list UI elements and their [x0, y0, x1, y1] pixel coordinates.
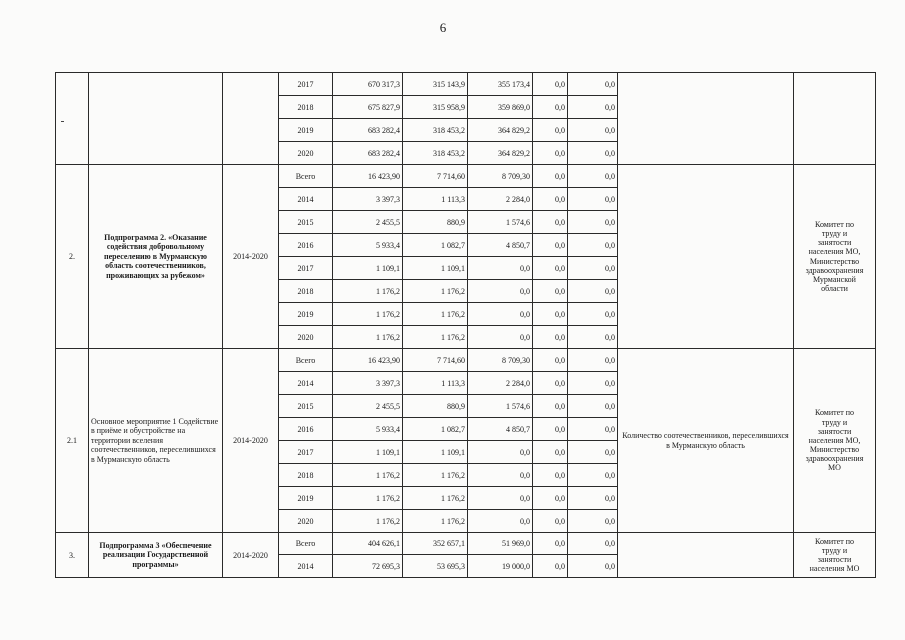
program-name-cell — [89, 349, 223, 533]
federal-cell: 318 453,2 — [403, 142, 468, 165]
regional-cell: 51 969,0 — [468, 533, 533, 555]
federal-cell: 1 082,7 — [403, 418, 468, 441]
federal-cell: 352 657,1 — [403, 533, 468, 555]
federal-cell: 1 109,1 — [403, 441, 468, 464]
federal-cell: 1 113,3 — [403, 372, 468, 395]
federal-cell: 1 176,2 — [403, 303, 468, 326]
total-cell: 683 282,4 — [333, 142, 403, 165]
federal-cell: 1 176,2 — [403, 464, 468, 487]
indicator-cell — [618, 73, 794, 165]
period-cell — [223, 73, 279, 165]
other-cell: 0,0 — [568, 303, 618, 326]
regional-cell: 1 574,6 — [468, 395, 533, 418]
year-cell: 2017 — [279, 441, 333, 464]
executor-cell-text: Комитет по труду и занятости населения МО, Министерство здравоохранения МО — [805, 408, 864, 473]
year-cell: 2017 — [279, 73, 333, 96]
table-body — [56, 73, 876, 578]
other-cell: 0,0 — [568, 510, 618, 533]
federal-cell: 1 113,3 — [403, 188, 468, 211]
regional-cell: 0,0 — [468, 441, 533, 464]
budget-table — [55, 72, 876, 578]
local-cell: 0,0 — [533, 165, 568, 188]
local-cell: 0,0 — [533, 211, 568, 234]
page-number: 6 — [439, 20, 447, 35]
regional-cell: 0,0 — [468, 257, 533, 280]
total-cell: 3 397,3 — [333, 372, 403, 395]
federal-cell: 880,9 — [403, 395, 468, 418]
executor-cell — [794, 349, 876, 533]
other-cell: 0,0 — [568, 464, 618, 487]
local-cell: 0,0 — [533, 555, 568, 578]
program-name-cell — [89, 533, 223, 578]
federal-cell: 7 714,60 — [403, 165, 468, 188]
row-number-cell: 2.1 — [56, 349, 89, 533]
local-cell: 0,0 — [533, 372, 568, 395]
indicator-cell — [618, 165, 794, 349]
year-cell: Всего — [279, 165, 333, 188]
total-cell: 16 423,90 — [333, 349, 403, 372]
year-cell: Всего — [279, 349, 333, 372]
period-cell: 2014-2020 — [223, 165, 279, 349]
row-number-cell — [56, 73, 89, 165]
year-cell: 2018 — [279, 96, 333, 119]
program-name-cell — [89, 73, 223, 165]
total-cell: 1 176,2 — [333, 280, 403, 303]
federal-cell: 53 695,3 — [403, 555, 468, 578]
year-cell: 2019 — [279, 303, 333, 326]
regional-cell: 0,0 — [468, 326, 533, 349]
total-cell: 2 455,5 — [333, 211, 403, 234]
other-cell: 0,0 — [568, 73, 618, 96]
regional-cell: 8 709,30 — [468, 165, 533, 188]
federal-cell: 1 176,2 — [403, 326, 468, 349]
regional-cell: 359 869,0 — [468, 96, 533, 119]
table-row — [56, 349, 876, 372]
year-cell: 2016 — [279, 234, 333, 257]
regional-cell: 1 574,6 — [468, 211, 533, 234]
total-cell: 1 176,2 — [333, 303, 403, 326]
year-cell: 2020 — [279, 510, 333, 533]
total-cell: 404 626,1 — [333, 533, 403, 555]
federal-cell: 7 714,60 — [403, 349, 468, 372]
other-cell: 0,0 — [568, 280, 618, 303]
total-cell: 1 176,2 — [333, 510, 403, 533]
other-cell: 0,0 — [568, 487, 618, 510]
local-cell: 0,0 — [533, 73, 568, 96]
local-cell: 0,0 — [533, 303, 568, 326]
regional-cell: 0,0 — [468, 280, 533, 303]
year-cell: 2015 — [279, 395, 333, 418]
federal-cell: 1 082,7 — [403, 234, 468, 257]
year-cell: 2016 — [279, 418, 333, 441]
period-cell: 2014-2020 — [223, 349, 279, 533]
regional-cell: 2 284,0 — [468, 188, 533, 211]
regional-cell: 364 829,2 — [468, 142, 533, 165]
total-cell: 5 933,4 — [333, 418, 403, 441]
total-cell: 1 109,1 — [333, 441, 403, 464]
year-cell: Всего — [279, 533, 333, 555]
other-cell: 0,0 — [568, 119, 618, 142]
other-cell: 0,0 — [568, 533, 618, 555]
executor-cell — [794, 73, 876, 165]
other-cell: 0,0 — [568, 441, 618, 464]
program-name-cell — [89, 165, 223, 349]
table-row — [56, 165, 876, 188]
regional-cell: 4 850,7 — [468, 418, 533, 441]
year-cell: 2015 — [279, 211, 333, 234]
year-cell: 2019 — [279, 487, 333, 510]
local-cell: 0,0 — [533, 349, 568, 372]
other-cell: 0,0 — [568, 257, 618, 280]
other-cell: 0,0 — [568, 326, 618, 349]
indicator-cell — [618, 533, 794, 578]
year-cell: 2018 — [279, 280, 333, 303]
federal-cell: 1 176,2 — [403, 487, 468, 510]
other-cell: 0,0 — [568, 96, 618, 119]
regional-cell: 19 000,0 — [468, 555, 533, 578]
local-cell: 0,0 — [533, 234, 568, 257]
regional-cell: 0,0 — [468, 487, 533, 510]
local-cell: 0,0 — [533, 96, 568, 119]
total-cell: 1 176,2 — [333, 464, 403, 487]
total-cell: 72 695,3 — [333, 555, 403, 578]
local-cell: 0,0 — [533, 280, 568, 303]
other-cell: 0,0 — [568, 211, 618, 234]
year-cell: 2019 — [279, 119, 333, 142]
other-cell: 0,0 — [568, 165, 618, 188]
indicator-cell-text: Количество соотечественников, переселившихся в Мурманскую область — [622, 430, 789, 450]
year-cell: 2018 — [279, 464, 333, 487]
local-cell: 0,0 — [533, 441, 568, 464]
federal-cell: 315 958,9 — [403, 96, 468, 119]
regional-cell: 364 829,2 — [468, 119, 533, 142]
federal-cell: 1 176,2 — [403, 280, 468, 303]
total-cell: 670 317,3 — [333, 73, 403, 96]
other-cell: 0,0 — [568, 188, 618, 211]
total-cell: 1 176,2 — [333, 326, 403, 349]
total-cell: 1 109,1 — [333, 257, 403, 280]
federal-cell: 318 453,2 — [403, 119, 468, 142]
other-cell: 0,0 — [568, 234, 618, 257]
table-row — [56, 533, 876, 555]
federal-cell: 315 143,9 — [403, 73, 468, 96]
total-cell: 3 397,3 — [333, 188, 403, 211]
executor-cell — [794, 165, 876, 349]
federal-cell: 1 176,2 — [403, 510, 468, 533]
regional-cell: 4 850,7 — [468, 234, 533, 257]
regional-cell: 0,0 — [468, 510, 533, 533]
other-cell: 0,0 — [568, 142, 618, 165]
federal-cell: 1 109,1 — [403, 257, 468, 280]
total-cell: 16 423,90 — [333, 165, 403, 188]
regional-cell: 0,0 — [468, 464, 533, 487]
federal-cell: 880,9 — [403, 211, 468, 234]
regional-cell: 2 284,0 — [468, 372, 533, 395]
other-cell: 0,0 — [568, 418, 618, 441]
local-cell: 0,0 — [533, 487, 568, 510]
local-cell: 0,0 — [533, 533, 568, 555]
local-cell: 0,0 — [533, 418, 568, 441]
executor-cell-text: Комитет по труду и занятости населения МО, Министерство здравоохранения Мурманской области — [805, 219, 864, 294]
other-cell: 0,0 — [568, 372, 618, 395]
row-number-cell: 3. — [56, 533, 89, 578]
year-cell: 2020 — [279, 326, 333, 349]
year-cell: 2017 — [279, 257, 333, 280]
local-cell: 0,0 — [533, 510, 568, 533]
regional-cell: 0,0 — [468, 303, 533, 326]
year-cell: 2014 — [279, 372, 333, 395]
year-cell: 2020 — [279, 142, 333, 165]
other-cell: 0,0 — [568, 395, 618, 418]
year-cell: 2014 — [279, 555, 333, 578]
total-cell: 5 933,4 — [333, 234, 403, 257]
local-cell: 0,0 — [533, 119, 568, 142]
local-cell: 0,0 — [533, 142, 568, 165]
period-cell: 2014-2020 — [223, 533, 279, 578]
local-cell: 0,0 — [533, 464, 568, 487]
other-cell: 0,0 — [568, 555, 618, 578]
total-cell: 683 282,4 — [333, 119, 403, 142]
program-name-cell-text: Подпрограмма 3 «Обеспечение реализации Государственной программы» — [99, 540, 212, 569]
local-cell: 0,0 — [533, 188, 568, 211]
total-cell: 675 827,9 — [333, 96, 403, 119]
row-number-cell: 2. — [56, 165, 89, 349]
program-name-cell-text: Подпрограмма 2. «Оказание содействия добровольному переселению в Мурманскую область соотечественников, проживающих за рубежом» — [103, 232, 208, 280]
local-cell: 0,0 — [533, 395, 568, 418]
year-cell: 2014 — [279, 188, 333, 211]
other-cell: 0,0 — [568, 349, 618, 372]
table-row — [56, 73, 876, 96]
executor-cell — [794, 533, 876, 578]
executor-cell-text: Комитет по труду и занятости населения МО — [809, 536, 860, 574]
total-cell: 1 176,2 — [333, 487, 403, 510]
regional-cell: 8 709,30 — [468, 349, 533, 372]
indicator-cell — [618, 349, 794, 533]
program-name-cell-text: Основное мероприятие 1 Содействие в приёме и обустройстве на территории вселения соотечественников, переселившихся в Мурманскую область — [91, 416, 219, 464]
local-cell: 0,0 — [533, 326, 568, 349]
total-cell: 2 455,5 — [333, 395, 403, 418]
regional-cell: 355 173,4 — [468, 73, 533, 96]
local-cell: 0,0 — [533, 257, 568, 280]
